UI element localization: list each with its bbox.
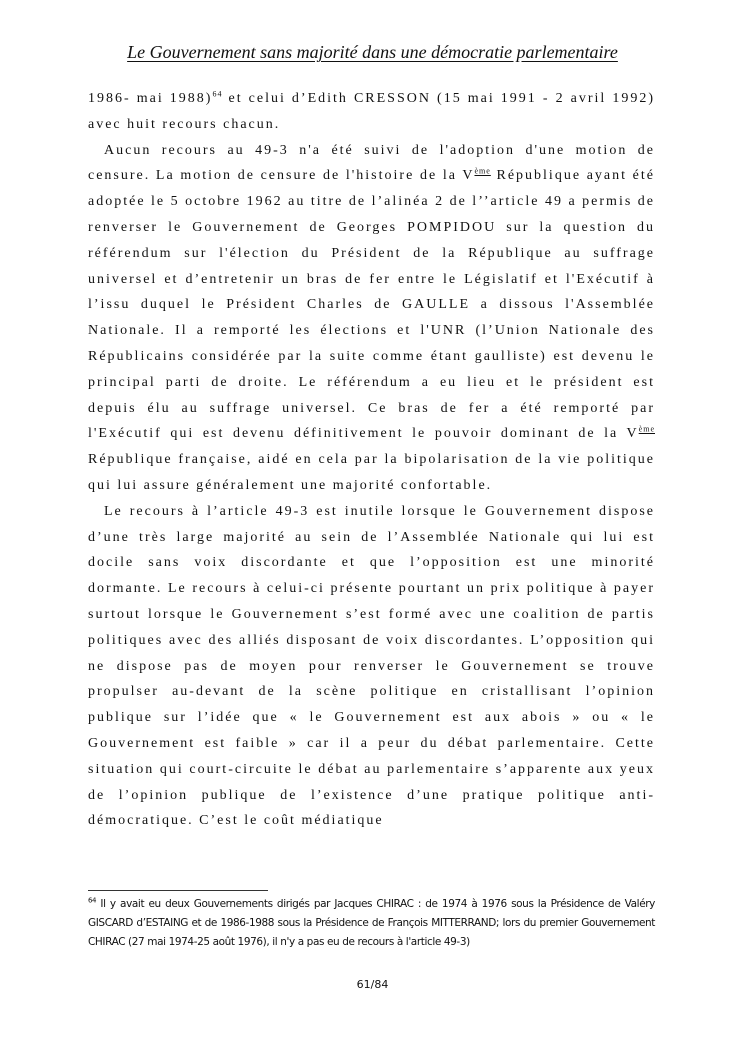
body-text bbox=[88, 86, 655, 834]
ordinal-superscript: ème bbox=[474, 166, 491, 176]
paragraph-text: et celui d’Edith CRESSON (15 mai 1991 - 2 avril 1992) avec huit recours chacun. bbox=[88, 91, 655, 132]
paragraph-recours-49-3: Le recours à l’article 49-3 est inutile lorsque le Gouvernement dispose d’une très large majorité au sein de l’Assemblée Nationale qui lui est docile sans voix discordante et que l’opposition est une minorité dormante. Le recours à celui-ci présente pourtant un prix politique à payer surtout lorsque le Gouvernement s’est formé avec une coalition de partis politiques avec des alliés disposant de voix discordantes. L’opposition qui ne dispose pas de moyen pour renverser le Gouvernement se trouve propulser au-devant de la scène politique en cristallisant l’opinion publique sur l’idée que « le Gouvernement est aux abois » ou « le Gouvernement est faible » car il a peur du débat parlementaire. Cette situation qui court-circuite le débat au parlementaire s’apparente aux yeux de l’opinion publique de l’existence d’une pratique politique anti-démocratique. C’est le coût médiatique bbox=[88, 503, 655, 829]
paragraph-text: 1986- mai 1988) bbox=[88, 91, 213, 106]
footnote bbox=[88, 895, 655, 952]
running-header-title: Le Gouvernement sans majorité dans une démocratie parlementaire bbox=[127, 42, 618, 62]
footnote-separator bbox=[88, 890, 268, 891]
ordinal-superscript: ème bbox=[638, 424, 655, 434]
paragraph-continuation bbox=[88, 86, 655, 138]
paragraph-text: République française, aidé en cela par la bipolarisation de la vie politique qui lui assure généralement une majorité confortable. bbox=[88, 452, 655, 493]
paragraph-motion-de-censure bbox=[88, 138, 655, 499]
footnote-reference[interactable]: 64 bbox=[212, 89, 223, 99]
footnote-text: Il y avait eu deux Gouvernements dirigés par Jacques CHIRAC : de 1974 à 1976 sous la Présidence de Valéry GISCARD d’ESTAING et de 1986-1988 sous la Présidence de François MITTERRAND; lors du premier Gouvernement CHIRAC (27 mai 1974-25 août 1976), il n'y a pas eu de recours à l'article 49-3) bbox=[88, 898, 655, 948]
paragraph-text: Aucun recours au 49-3 n'a été suivi de l'adoption d'une motion de censure. La motion de censure de l'histoire de la V bbox=[88, 142, 655, 184]
paragraph-text: République ayant été adoptée le 5 octobre 1962 au titre de l’alinéa 2 de l’’article 49 a permis de renverser le Gouvernement de Georges POMPIDOU sur la question du référendum sur l'élection du Président de la République au suffrage universel et d’entretenir un bras de fer entre le Législatif et l'Exécutif à l’issu duquel le Président Charles de GAULLE a dissous l'Assemblée Nationale. Il a remporté les élections et l'UNR (l’Union Nationale des Républicains considérée par la suite comme étant gaulliste) est devenu le principal parti de droite. Le référendum a eu lieu et le président est depuis élu au suffrage universel. Ce bras de fer a été remporté par l'Exécutif qui est devenu définitivement le pouvoir dominant de la V bbox=[88, 168, 656, 442]
footnote-mark: 64 bbox=[88, 896, 97, 905]
page-number: 61/84 bbox=[356, 978, 389, 991]
